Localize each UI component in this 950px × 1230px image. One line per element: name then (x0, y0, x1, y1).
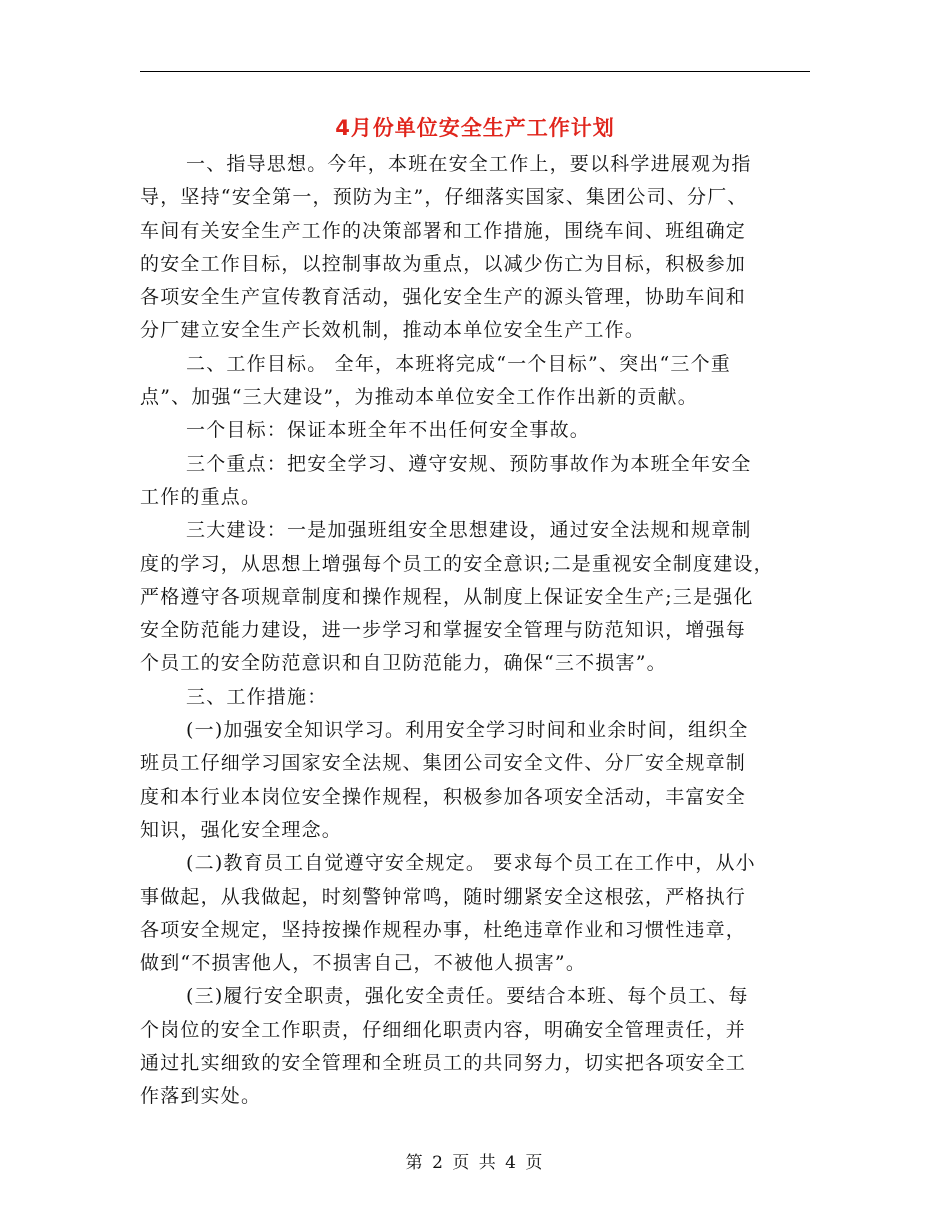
paragraph-line: 事做起，从我做起，时刻警钟常鸣，随时绷紧安全这根弦，严格执行 (140, 885, 747, 908)
header-rule (140, 71, 810, 72)
paragraph-line: 个员工的安全防范意识和自卫防范能力，确保“三不损害”。 (140, 652, 667, 675)
paragraph-line: 各项安全生产宣传教育活动，强化安全生产的源头管理，协助车间和 (140, 286, 747, 309)
paragraph-line: 各项安全规定，坚持按操作规程办事，杜绝违章作业和习惯性违章， (140, 918, 747, 941)
paragraph-line: 通过扎实细致的安全管理和全班员工的共同努力，切实把各项安全工 (140, 1052, 747, 1075)
paragraph-line: 一个目标：保证本班全年不出任何安全事故。 (186, 419, 591, 442)
paragraph-line: (二)教育员工自觉遵守安全规定。 要求每个员工在工作中，从小 (186, 852, 756, 875)
paragraph-line: 点”、加强“三大建设”，为推动本单位安全工作作出新的贡献。 (140, 386, 698, 409)
paragraph-line: 个岗位的安全工作职责，仔细细化职责内容，明确安全管理责任，并 (140, 1018, 747, 1041)
page-number-footer: 第 2 页 共 4 页 (405, 1153, 545, 1173)
document-title: 4月份单位安全生产工作计划 (335, 116, 615, 140)
paragraph-line: (一)加强安全知识学习。利用安全学习时间和业余时间，组织全 (186, 719, 749, 742)
paragraph-line: 三大建设：一是加强班组安全思想建设，通过安全法规和规章制 (186, 519, 752, 542)
paragraph-line: 做到“不损害他人，不损害自己，不被他人损害”。 (140, 952, 587, 975)
paragraph-line: 工作的重点。 (140, 485, 262, 508)
paragraph-line: 度的学习，从思想上增强每个员工的安全意识;二是重视安全制度建设， (140, 552, 774, 575)
paragraph-line: 作落到实处。 (140, 1085, 262, 1108)
paragraph-line: 三、工作措施： (186, 685, 328, 708)
paragraph-line: 车间有关安全生产工作的决策部署和工作措施，围绕车间、班组确定 (140, 219, 747, 242)
document-body (140, 148, 812, 1114)
paragraph-line: 分厂建立安全生产长效机制，推动本单位安全生产工作。 (140, 319, 646, 342)
paragraph-line: (三)履行安全职责，强化安全责任。要结合本班、每个员工、每 (186, 985, 749, 1008)
paragraph-line: 的安全工作目标，以控制事故为重点，以减少伤亡为目标，积极参加 (140, 252, 747, 275)
paragraph-line: 知识，强化安全理念。 (140, 818, 343, 841)
paragraph-line: 班员工仔细学习国家安全法规、集团公司安全文件、分厂安全规章制 (140, 752, 747, 775)
paragraph-line: 三个重点：把安全学习、遵守安规、预防事故作为本班全年安全 (186, 452, 752, 475)
paragraph-line: 度和本行业本岗位安全操作规程，积极参加各项安全活动，丰富安全 (140, 785, 747, 808)
paragraph-line: 一、指导思想。今年，本班在安全工作上，要以科学进展观为指 (186, 153, 752, 175)
paragraph-line: 导，坚持“安全第一，预防为主”，仔细落实国家、集团公司、分厂、 (140, 186, 748, 209)
paragraph-line: 二、工作目标。 全年，本班将完成“一个目标”、突出“三个重 (186, 352, 731, 375)
paragraph-line: 严格遵守各项规章制度和操作规程，从制度上保证安全生产;三是强化 (140, 585, 754, 608)
paragraph-line: 安全防范能力建设，进一步学习和掌握安全管理与防范知识，增强每 (140, 619, 747, 642)
